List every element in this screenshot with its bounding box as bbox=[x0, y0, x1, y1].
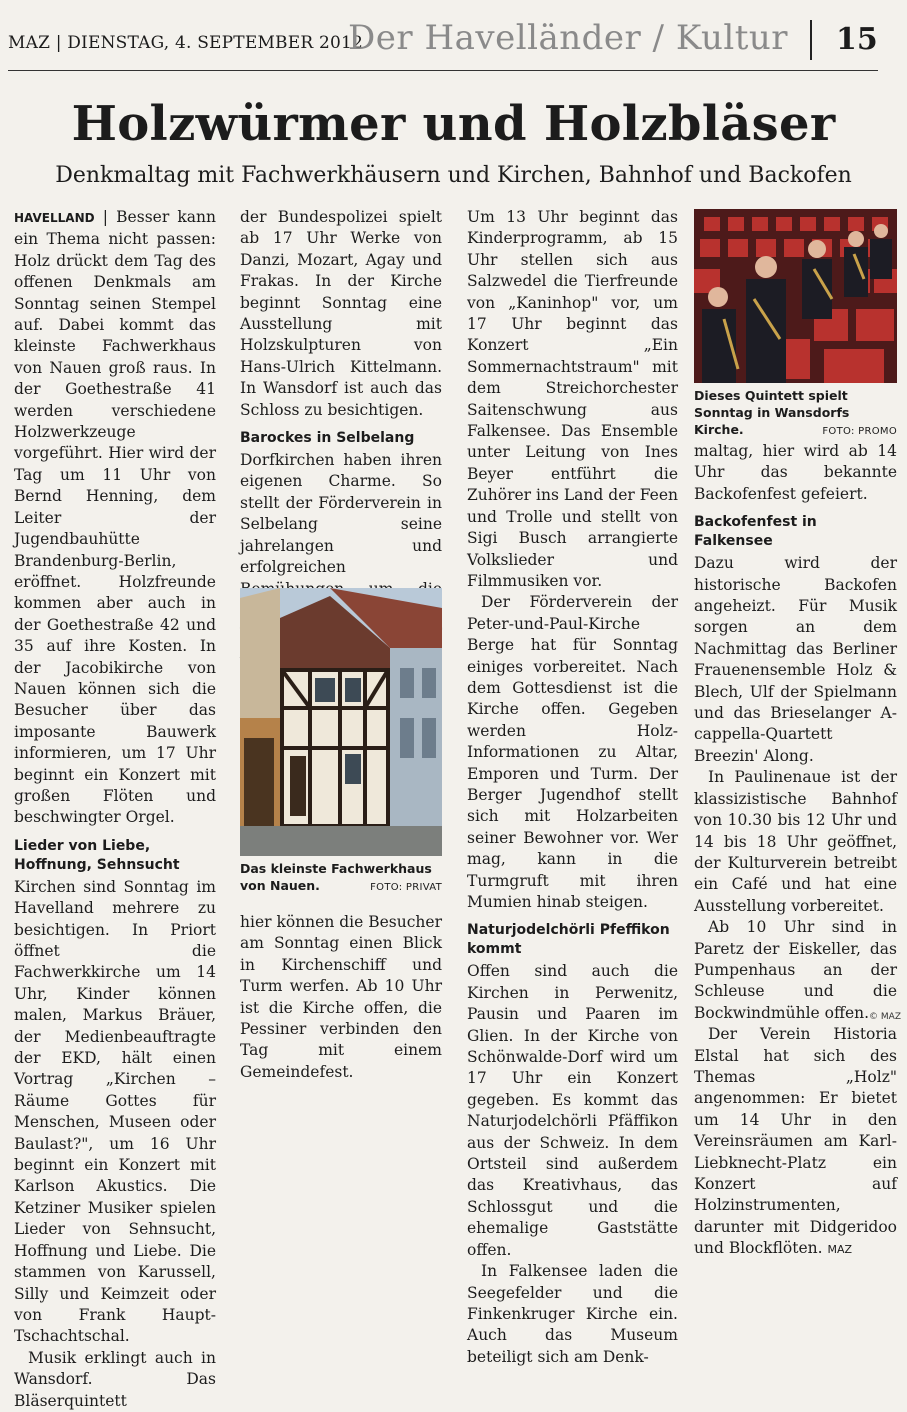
article-column-2 bbox=[240, 207, 442, 587]
caption-text: Das kleinste Fachwerkhaus von Nauen. bbox=[240, 861, 432, 893]
dateline: HAVELLAND bbox=[14, 211, 95, 225]
article-column-4 bbox=[694, 441, 897, 1258]
paragraph-text: Der Verein Historia Elstal hat sich des Themas „Holz" angenommen: Er bietet um 14 Uhr in den Vereinsräumen am Karl-Liebknecht-Platz ein Konzert auf Holzinstrumenten, darunter mit Didgeridoo und Blockflöten. bbox=[694, 1025, 897, 1258]
paragraph: Musik erklingt auch in Wansdorf. Das Bläserquintett bbox=[14, 1348, 216, 1410]
masthead bbox=[0, 0, 907, 70]
page-number: 15 bbox=[836, 22, 878, 57]
paragraph: Dazu wird der historische Backofen angeheizt. Für Musik sorgen an dem Nachmittag das Berliner Frauenensemble Holz & Blech, Ulf der Spielmann und das Brieselanger A-cappella-Quartett Breezin' Along. bbox=[694, 554, 897, 765]
subheading: Naturjodelchörli Pfeffikon kommt bbox=[467, 922, 670, 958]
paragraph: In Falkensee laden die Seegefelder und die Finkenkruger Kirche ein. Auch das Museum beteiligt sich am Denk- bbox=[467, 1262, 678, 1366]
paragraph: hier können die Besucher am Sonntag einen Blick in Kirchenschiff und Turm werfen. Ab 10 Uhr ist die Kirche offen, die Pessiner verbinden den Tag mit einem Gemeindefest. bbox=[240, 913, 442, 1081]
house-photo bbox=[240, 588, 442, 856]
masthead-divider bbox=[810, 20, 812, 60]
house-photo-caption bbox=[240, 860, 442, 896]
subheading: Lieder von Liebe, Hoffnung, Sehnsucht bbox=[14, 837, 180, 873]
author-signature: MAZ bbox=[827, 1243, 853, 1257]
paragraph-text: Besser kann ein Thema nicht passen: Holz drückt dem Tag des offenen Denkmals am Sonntag seinen Stempel auf. Dabei kommt das kleinste Fachwerkhaus von Nauen groß raus. In der Goethestraße 41 werden verschiedene Holzwerkzeuge vorgeführt. Hier wird der Tag um 11 Uhr von Bernd Henning, dem Leiter der Jugendbauhütte Brandenburg-Berlin, eröffnet. Holzfreunde kommen aber auch in der Goethestraße 42 und 35 auf ihre Kosten. In der Jacobikirche von Nauen können sich die Besucher über das imposante Bauwerk informieren, um 17 Uhr beginnt ein Konzert mit großen Flöten und beschwingter Orgel. bbox=[14, 208, 216, 827]
half-timbered-house-image bbox=[240, 588, 442, 856]
subheading: Backofenfest in Falkensee bbox=[694, 514, 817, 550]
paragraph: In Paulinenaue ist der klassizistische Bahnhof von 10.30 bis 12 Uhr und 14 bis 18 Uhr geöffnet, der Kulturverein betreibt ein Café und hat eine Ausstellung vorbereitet. bbox=[694, 768, 897, 915]
caption-text: Dieses Quintett spielt Sonntag in Wansdorfs Kirche. bbox=[694, 388, 850, 437]
paragraph bbox=[694, 1024, 897, 1260]
article-column-2-continued bbox=[240, 912, 442, 1081]
paragraph: Offen sind auch die Kirchen in Perwenitz, Pausin und Paaren im Glien. In der Kirche von Schönwalde-Dorf wird um 17 Uhr ein Konzert gegeben. Es kommt das Naturjodelchörli Pfäffikon aus der Schweiz. In dem Ortsteil sind außerdem das Kreativhaus, das Schlossgut und die ehemalige Gaststätte offen. bbox=[467, 962, 678, 1259]
quintet-photo-caption bbox=[694, 387, 897, 440]
section-title: Der Havelländer / Kultur bbox=[348, 18, 789, 58]
paragraph: Ab 10 Uhr sind in Paretz der Eiskeller, das Pumpenhaus an der Schleuse und die Bockwindmühle offen. bbox=[694, 918, 897, 1022]
article-headline: Holzwürmer und Holzbläser bbox=[71, 96, 836, 152]
article-column-1 bbox=[14, 207, 216, 1410]
musicians-in-church-image bbox=[694, 209, 897, 383]
paragraph: HAVELLAND | Besser kann ein Thema nicht passen: Holz drückt dem Tag des offenen Denkmals am Sonntag seinen Stempel auf. Dabei kommt das kleinste Fachwerkhaus von Nauen groß raus. In der Goethestraße 41 werden verschiedene Holzwerkzeuge vorgeführt. Hier wird der Tag um 11 Uhr von Bernd Henning, dem Leiter der Jugendbauhütte Brandenburg-Berlin, eröffnet. Holzfreunde kommen aber auch in der Goethestraße 42 und 35 auf ihre Kosten. In der Jacobikirche von Nauen können sich die Besucher über das imposante Bauwerk informieren, um 17 Uhr beginnt ein Konzert mit großen Flöten und beschwingter Orgel. bbox=[14, 208, 216, 827]
quintet-photo bbox=[694, 209, 897, 383]
subheading: Barockes in Selbelang bbox=[240, 430, 415, 447]
paragraph: der Bundespolizei spielt ab 17 Uhr Werke von Danzi, Mozart, Agay und Frakas. In der Kirche beginnt Sonntag eine Ausstellung mit Holzskulpturen von Hans-Ulrich Kittelmann. In Wansdorf ist auch das Schloss zu besichtigen. bbox=[240, 208, 442, 419]
article-column-3 bbox=[467, 207, 678, 1366]
photo-credit: FOTO: PRIVAT bbox=[370, 882, 442, 893]
paragraph: Kirchen sind Sonntag im Havelland mehrere zu besichtigen. In Priort öffnet die Fachwerkkirche um 14 Uhr, Kinder können malen, Markus Bräuer, der Medienbeauftragte der EKD, hält einen Vortrag „Kirchen – Räume Gottes für Menschen, Museen oder Baulast?", um 16 Uhr beginnt ein Konzert mit Karlson Akustics. Die Ketziner Musiker spielen Lieder von Sehnsucht, Hoffnung und Liebe. Die stammen von Karussell, Silly und Keimzeit oder von Frank Haupt-Tschachtschal. bbox=[14, 877, 216, 1346]
paragraph: Dorfkirchen haben ihren eigenen Charme. So stellt der Förderverein in Selbelang seine jahrelangen und erfolgreichen bbox=[240, 451, 442, 577]
issue-date: MAZ | DIENSTAG, 4. SEPTEMBER 2012 bbox=[8, 33, 364, 53]
masthead-rule bbox=[8, 70, 878, 71]
copyright-mark: © MAZ bbox=[869, 1012, 901, 1022]
paragraph: Um 13 Uhr beginnt das Kinderprogramm, ab 15 Uhr stellen sich aus Salzwedel die Tierfreunde von „Kaninhop" vor, um 17 Uhr beginnt das Konzert „Ein Sommernachtstraum" mit dem Streichorchester Saitenschwung aus Falkensee. Das Ensemble unter Leitung von Ines Beyer entführt die Zuhörer ins Land der Feen und Trolle und stellt von Sigi Busch arrangierte Volkslieder und Filmmusiken vor. bbox=[467, 208, 678, 590]
photo-credit: FOTO: PROMO bbox=[822, 426, 897, 437]
article-subheadline: Denkmaltag mit Fachwerkhäusern und Kirchen, Bahnhof und Backofen bbox=[55, 163, 852, 188]
paragraph: maltag, hier wird ab 14 Uhr das bekannte Backofenfest gefeiert. bbox=[694, 442, 897, 503]
paragraph: Der Förderverein der Peter-und-Paul-Kirche Berge hat für Sonntag einiges vorbereitet. Nach dem Gottesdienst ist die Kirche offen. Gegeben werden Holz-Informationen zu Altar, Emporen und Turm. Der Berger Jugendhof stellt sich mit Holzarbeiten seiner Bewohner vor. Wer mag, kann in die Turmgruft mit ihren Mumien hinab steigen. bbox=[467, 593, 678, 911]
